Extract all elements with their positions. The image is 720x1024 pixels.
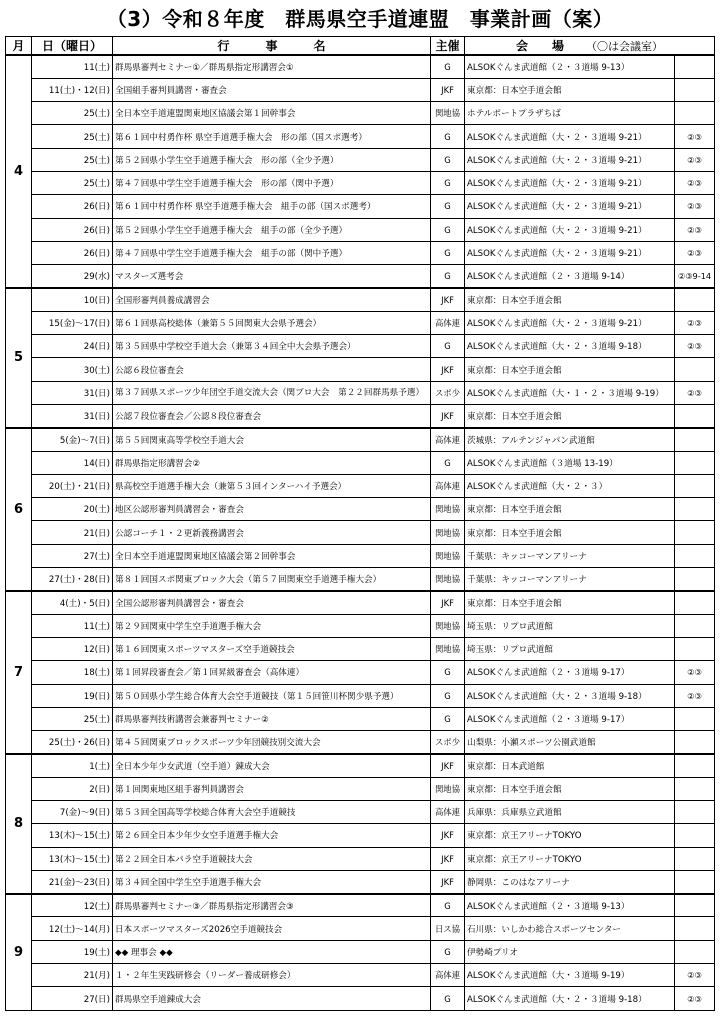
organizer-cell: G	[431, 451, 465, 474]
table-row	[6, 498, 715, 521]
event-cell: 群馬県審判セミナー③／群馬県指定形講習会③	[113, 894, 431, 917]
meeting-room-cell	[675, 521, 715, 544]
header-month: 月	[6, 37, 32, 56]
meeting-room-cell	[675, 102, 715, 125]
meeting-room-cell	[675, 801, 715, 824]
event-cell: 公認６段位審査会	[113, 358, 431, 381]
organizer-cell: 関地協	[431, 521, 465, 544]
organizer-cell: 関地協	[431, 544, 465, 567]
date-cell: 27(土)	[32, 544, 113, 567]
meeting-room-cell: ②③	[675, 241, 715, 264]
venue-cell: 山梨県：小瀬スポーツ公園武道館	[465, 731, 675, 754]
organizer-cell: 高体連	[431, 311, 465, 334]
venue-cell: ALSOKぐんま武道館（大・２・３道場 9-21）	[465, 148, 675, 171]
event-cell: 県高校空手道選手権大会（兼第５３回インターハイ予選会）	[113, 474, 431, 497]
header-org: 主催	[431, 37, 465, 56]
organizer-cell: 関地協	[431, 102, 465, 125]
meeting-room-cell	[675, 55, 715, 78]
organizer-cell: JKF	[431, 404, 465, 427]
venue-cell: ALSOKぐんま武道館（２・３道場 9-13）	[465, 55, 675, 78]
venue-cell: 千葉県：キッコーマンアリーナ	[465, 568, 675, 591]
date-cell: 15(金)～17(日)	[32, 311, 113, 334]
table-row	[6, 614, 715, 637]
organizer-cell: G	[431, 684, 465, 707]
meeting-room-cell	[675, 428, 715, 451]
date-cell: 2(日)	[32, 777, 113, 800]
organizer-cell: JKF	[431, 870, 465, 893]
date-cell: 25(土)	[32, 148, 113, 171]
event-cell: 第３７回県スポーツ少年団空手道交流大会（関ブロ大会 第２２回群馬県予選）	[113, 381, 431, 404]
venue-cell: ALSOKぐんま武道館（大・２・３道場 9-21）	[465, 125, 675, 148]
date-cell: 20(土)・21(日)	[32, 474, 113, 497]
event-cell: 第６１回県高校総体（兼第５５回関東大会県予選会）	[113, 311, 431, 334]
venue-cell: ALSOKぐんま武道館（大・２・３道場 9-18）	[465, 335, 675, 358]
month-cell: 8	[6, 754, 32, 894]
venue-cell: ALSOKぐんま武道館（３道場 13-19）	[465, 451, 675, 474]
date-cell: 27(日)	[32, 987, 113, 1010]
event-cell: １・２年生実践研修会（リーダー養成研修会）	[113, 964, 431, 987]
date-cell: 30(土)	[32, 358, 113, 381]
meeting-room-cell: ②③	[675, 218, 715, 241]
event-cell: 第１６回関東スポーツマスターズ空手道競技会	[113, 637, 431, 660]
venue-cell: ALSOKぐんま武道館（大・２・３道場 9-21）	[465, 241, 675, 264]
event-cell: 第４７回県中学生空手道選手権大会 組手の部（関中予選）	[113, 241, 431, 264]
event-cell: 第５０回県小学生総合体育大会空手道競技（第１５回笹川杯関少県予選）	[113, 684, 431, 707]
table-row	[6, 404, 715, 427]
event-cell: 群馬県審判技術講習会兼審判セミナー②	[113, 707, 431, 730]
table-row	[6, 964, 715, 987]
event-cell: 第６１回中村勇作杯 県空手道選手権大会 形の部（国スポ選考）	[113, 125, 431, 148]
table-row	[6, 707, 715, 730]
event-cell: 日本スポーツマスターズ2026空手道競技会	[113, 917, 431, 940]
table-row	[6, 125, 715, 148]
table-row	[6, 265, 715, 288]
date-cell: 7(金)～9(日)	[32, 801, 113, 824]
organizer-cell: JKF	[431, 358, 465, 381]
table-body	[6, 55, 715, 1010]
date-cell: 5(金)～7(日)	[32, 428, 113, 451]
table-row	[6, 521, 715, 544]
organizer-cell: G	[431, 940, 465, 963]
venue-cell: 千葉県：キッコーマンアリーナ	[465, 544, 675, 567]
organizer-cell: 関地協	[431, 777, 465, 800]
table-row	[6, 661, 715, 684]
date-cell: 31(日)	[32, 404, 113, 427]
event-cell: 第２９回関東中学生空手道選手権大会	[113, 614, 431, 637]
table-row	[6, 171, 715, 194]
meeting-room-cell	[675, 847, 715, 870]
event-cell: 第４７回県中学生空手道選手権大会 形の部（関中予選）	[113, 171, 431, 194]
venue-cell: ALSOKぐんま武道館（大・２・３）	[465, 474, 675, 497]
meeting-room-cell	[675, 777, 715, 800]
meeting-room-cell	[675, 404, 715, 427]
date-cell: 26(日)	[32, 218, 113, 241]
organizer-cell: 関地協	[431, 614, 465, 637]
organizer-cell: G	[431, 265, 465, 288]
date-cell: 27(土)・28(日)	[32, 568, 113, 591]
organizer-cell: 高体連	[431, 428, 465, 451]
venue-cell: 東京都：日本空手道会館	[465, 777, 675, 800]
organizer-cell: スポ少	[431, 731, 465, 754]
table-header-row	[6, 37, 715, 56]
table-row	[6, 55, 715, 78]
date-cell: 14(日)	[32, 451, 113, 474]
venue-cell: 埼玉県：リプロ武道館	[465, 637, 675, 660]
table-row	[6, 987, 715, 1010]
venue-cell: 東京都：日本空手道会館	[465, 498, 675, 521]
date-cell: 10(日)	[32, 288, 113, 311]
event-cell: 全日本少年少女武道（空手道）錬成大会	[113, 754, 431, 777]
organizer-cell: 関地協	[431, 498, 465, 521]
organizer-cell: JKF	[431, 288, 465, 311]
date-cell: 11(土)	[32, 614, 113, 637]
event-cell: 第８１回国スポ関東ブロック大会（第５７回関東空手道選手権大会）	[113, 568, 431, 591]
event-cell: 群馬県空手道錬成大会	[113, 987, 431, 1010]
date-cell: 25(土)	[32, 102, 113, 125]
table-row	[6, 568, 715, 591]
table-row	[6, 241, 715, 264]
meeting-room-cell	[675, 358, 715, 381]
event-cell: 第５２回県小学生空手道選手権大会 形の部（全少予選）	[113, 148, 431, 171]
meeting-room-cell	[675, 754, 715, 777]
date-cell: 21(金)～23(日)	[32, 870, 113, 893]
organizer-cell: 高体連	[431, 801, 465, 824]
event-cell: 公認７段位審査会／公認８段位審査会	[113, 404, 431, 427]
venue-cell: 兵庫県：兵庫県立武道館	[465, 801, 675, 824]
event-cell: 第３５回県中学校空手道大会（兼第３４回全中大会県予選会）	[113, 335, 431, 358]
event-cell: 公認コーチ１・２更新義務講習会	[113, 521, 431, 544]
event-cell: 第６１回中村勇作杯 県空手道選手権大会 組手の部（国スポ選考）	[113, 195, 431, 218]
venue-cell: 東京都：日本空手道会館	[465, 288, 675, 311]
month-cell: 5	[6, 288, 32, 428]
meeting-room-cell: ②③	[675, 125, 715, 148]
organizer-cell: G	[431, 661, 465, 684]
venue-cell: 東京都：日本武道館	[465, 754, 675, 777]
header-venue-note: （〇は会議室）	[586, 40, 664, 53]
meeting-room-cell	[675, 614, 715, 637]
venue-cell: 伊勢崎プリオ	[465, 940, 675, 963]
date-cell: 20(土)	[32, 498, 113, 521]
table-row	[6, 824, 715, 847]
venue-cell: 東京都：日本空手道会館	[465, 521, 675, 544]
venue-cell: 石川県：いしかわ総合スポーツセンター	[465, 917, 675, 940]
meeting-room-cell	[675, 731, 715, 754]
event-cell: 群馬県指定形講習会②	[113, 451, 431, 474]
date-cell: 26(日)	[32, 241, 113, 264]
date-cell: 19(土)	[32, 940, 113, 963]
meeting-room-cell	[675, 917, 715, 940]
venue-cell: ALSOKぐんま武道館（大・２・３道場 9-21）	[465, 218, 675, 241]
table-row	[6, 731, 715, 754]
venue-cell: ALSOKぐんま武道館（大・１・２・３道場 9-19）	[465, 381, 675, 404]
header-venue-main: 会 場	[516, 39, 565, 53]
event-cell: 群馬県審判セミナー①／群馬県指定形講習会①	[113, 55, 431, 78]
date-cell: 24(日)	[32, 335, 113, 358]
venue-cell: 埼玉県：リプロ武道館	[465, 614, 675, 637]
event-cell: 第５２回県小学生空手道選手権大会 組手の部（全少予選）	[113, 218, 431, 241]
table-row	[6, 358, 715, 381]
organizer-cell: JKF	[431, 824, 465, 847]
meeting-room-cell: ②③	[675, 335, 715, 358]
meeting-room-cell: ②③	[675, 381, 715, 404]
venue-cell: ALSOKぐんま武道館（２・３道場 9-13）	[465, 894, 675, 917]
event-cell: ◆◆ 理事会 ◆◆	[113, 940, 431, 963]
venue-cell: ALSOKぐんま武道館（大・２・３道場 9-21）	[465, 311, 675, 334]
table-row	[6, 311, 715, 334]
meeting-room-cell	[675, 591, 715, 614]
header-date: 日（曜日）	[32, 37, 113, 56]
table-row	[6, 148, 715, 171]
date-cell: 12(日)	[32, 637, 113, 660]
table-row	[6, 544, 715, 567]
meeting-room-cell: ②③	[675, 987, 715, 1010]
organizer-cell: G	[431, 335, 465, 358]
meeting-room-cell: ②③	[675, 311, 715, 334]
venue-cell: ALSOKぐんま武道館（２・３道場 9-14）	[465, 265, 675, 288]
header-venue	[465, 37, 715, 56]
date-cell: 25(土)	[32, 707, 113, 730]
month-cell: 9	[6, 894, 32, 1010]
table-row	[6, 591, 715, 614]
event-cell: 全国組手審判員講習・審査会	[113, 78, 431, 101]
organizer-cell: G	[431, 125, 465, 148]
venue-cell: ALSOKぐんま武道館（２・３道場 9-17）	[465, 707, 675, 730]
date-cell: 18(土)	[32, 661, 113, 684]
date-cell: 19(日)	[32, 684, 113, 707]
meeting-room-cell	[675, 544, 715, 567]
table-row	[6, 894, 715, 917]
table-row	[6, 218, 715, 241]
month-cell: 6	[6, 428, 32, 591]
date-cell: 26(日)	[32, 195, 113, 218]
page-title: （3）令和８年度 群馬県空手道連盟 事業計画（案）	[106, 7, 614, 31]
organizer-cell: G	[431, 241, 465, 264]
schedule-table-wrapper	[5, 36, 714, 1011]
table-row	[6, 870, 715, 893]
table-row	[6, 801, 715, 824]
venue-cell: 東京都：日本空手道会館	[465, 358, 675, 381]
organizer-cell: 高体連	[431, 474, 465, 497]
month-cell: 7	[6, 591, 32, 754]
meeting-room-cell	[675, 498, 715, 521]
meeting-room-cell	[675, 474, 715, 497]
organizer-cell: G	[431, 55, 465, 78]
date-cell: 25(土)	[32, 171, 113, 194]
date-cell: 11(土)	[32, 55, 113, 78]
venue-cell: 茨城県：アルテンジャパン武道館	[465, 428, 675, 451]
organizer-cell: 関地協	[431, 637, 465, 660]
event-cell: 第１回昇段審査会／第１回昇級審査会（高体連）	[113, 661, 431, 684]
event-cell: 第５３回全国高等学校総合体育大会空手道競技	[113, 801, 431, 824]
organizer-cell: G	[431, 707, 465, 730]
date-cell: 12(土)	[32, 894, 113, 917]
organizer-cell: G	[431, 218, 465, 241]
date-cell: 21(月)	[32, 964, 113, 987]
table-row	[6, 451, 715, 474]
date-cell: 11(土)・12(日)	[32, 78, 113, 101]
meeting-room-cell: ②③	[675, 964, 715, 987]
table-row	[6, 78, 715, 101]
date-cell: 25(土)	[32, 125, 113, 148]
table-row	[6, 195, 715, 218]
table-row	[6, 684, 715, 707]
organizer-cell: JKF	[431, 78, 465, 101]
organizer-cell: G	[431, 171, 465, 194]
date-cell: 21(日)	[32, 521, 113, 544]
date-cell: 13(木)～15(土)	[32, 824, 113, 847]
venue-cell: ALSOKぐんま武道館（２・３道場 9-17）	[465, 661, 675, 684]
venue-cell: 東京都：日本空手道会館	[465, 591, 675, 614]
event-cell: 第２６回全日本少年少女空手道選手権大会	[113, 824, 431, 847]
meeting-room-cell	[675, 451, 715, 474]
event-cell: 第５５回関東高等学校空手道大会	[113, 428, 431, 451]
event-cell: 第４５回関東ブロックスポーツ少年団競技別交流大会	[113, 731, 431, 754]
event-cell: 第２２回全日本パラ空手道競技大会	[113, 847, 431, 870]
meeting-room-cell	[675, 707, 715, 730]
organizer-cell: 関地協	[431, 568, 465, 591]
event-cell: 第３４回全国中学生空手道選手権大会	[113, 870, 431, 893]
table-row	[6, 847, 715, 870]
table-row	[6, 917, 715, 940]
event-cell: 第１回関東地区組手審判員講習会	[113, 777, 431, 800]
meeting-room-cell	[675, 568, 715, 591]
meeting-room-cell	[675, 288, 715, 311]
table-row	[6, 777, 715, 800]
venue-cell: ALSOKぐんま武道館（大・２・３道場 9-18）	[465, 684, 675, 707]
table-row	[6, 288, 715, 311]
meeting-room-cell	[675, 824, 715, 847]
date-cell: 31(日)	[32, 381, 113, 404]
organizer-cell: G	[431, 987, 465, 1010]
meeting-room-cell: ②③	[675, 684, 715, 707]
meeting-room-cell	[675, 78, 715, 101]
table-row	[6, 754, 715, 777]
table-row	[6, 102, 715, 125]
date-cell: 25(土)・26(日)	[32, 731, 113, 754]
meeting-room-cell: ②③	[675, 148, 715, 171]
organizer-cell: JKF	[431, 591, 465, 614]
meeting-room-cell	[675, 870, 715, 893]
venue-cell: ホテルポートプラザちば	[465, 102, 675, 125]
date-cell: 4(土)・5(日)	[32, 591, 113, 614]
event-cell: 全国公認形審判員講習会・審査会	[113, 591, 431, 614]
date-cell: 29(水)	[32, 265, 113, 288]
meeting-room-cell: ②③	[675, 195, 715, 218]
table-row	[6, 637, 715, 660]
organizer-cell: JKF	[431, 847, 465, 870]
venue-cell: 東京都：京王アリーナTOKYO	[465, 847, 675, 870]
venue-cell: ALSOKぐんま武道館（大・３道場 9-19）	[465, 964, 675, 987]
event-cell: 全日本空手道連盟関東地区協議会第１回幹事会	[113, 102, 431, 125]
meeting-room-cell	[675, 894, 715, 917]
meeting-room-cell: ②③	[675, 661, 715, 684]
schedule-table	[5, 36, 715, 1011]
event-cell: 全国形審判員養成講習会	[113, 288, 431, 311]
event-cell: マスターズ選考会	[113, 265, 431, 288]
date-cell: 1(土)	[32, 754, 113, 777]
table-row	[6, 428, 715, 451]
table-row	[6, 940, 715, 963]
organizer-cell: スポ少	[431, 381, 465, 404]
organizer-cell: G	[431, 894, 465, 917]
organizer-cell: JKF	[431, 754, 465, 777]
meeting-room-cell: ②③	[675, 171, 715, 194]
event-cell: 地区公認形審判員講習会・審査会	[113, 498, 431, 521]
venue-cell: ALSOKぐんま武道館（大・２・３道場 9-18）	[465, 987, 675, 1010]
venue-cell: 東京都：日本空手道会館	[465, 404, 675, 427]
venue-cell: 東京都：京王アリーナTOKYO	[465, 824, 675, 847]
venue-cell: 東京都：日本空手道会館	[465, 78, 675, 101]
month-cell: 4	[6, 55, 32, 288]
date-cell: 13(木)～15(土)	[32, 847, 113, 870]
organizer-cell: 日ス協	[431, 917, 465, 940]
table-row	[6, 381, 715, 404]
meeting-room-cell	[675, 940, 715, 963]
venue-cell: 静岡県：このはなアリーナ	[465, 870, 675, 893]
table-row	[6, 335, 715, 358]
date-cell: 12(土)～14(月)	[32, 917, 113, 940]
organizer-cell: 高体連	[431, 964, 465, 987]
meeting-room-cell	[675, 637, 715, 660]
venue-cell: ALSOKぐんま武道館（大・２・３道場 9-21）	[465, 171, 675, 194]
organizer-cell: G	[431, 195, 465, 218]
meeting-room-cell: ②③9-14	[675, 265, 715, 288]
venue-cell: ALSOKぐんま武道館（大・２・３道場 9-21）	[465, 195, 675, 218]
organizer-cell: G	[431, 148, 465, 171]
table-row	[6, 474, 715, 497]
event-cell: 全日本空手道連盟関東地区協議会第２回幹事会	[113, 544, 431, 567]
header-event: 行 事 名	[113, 37, 431, 56]
